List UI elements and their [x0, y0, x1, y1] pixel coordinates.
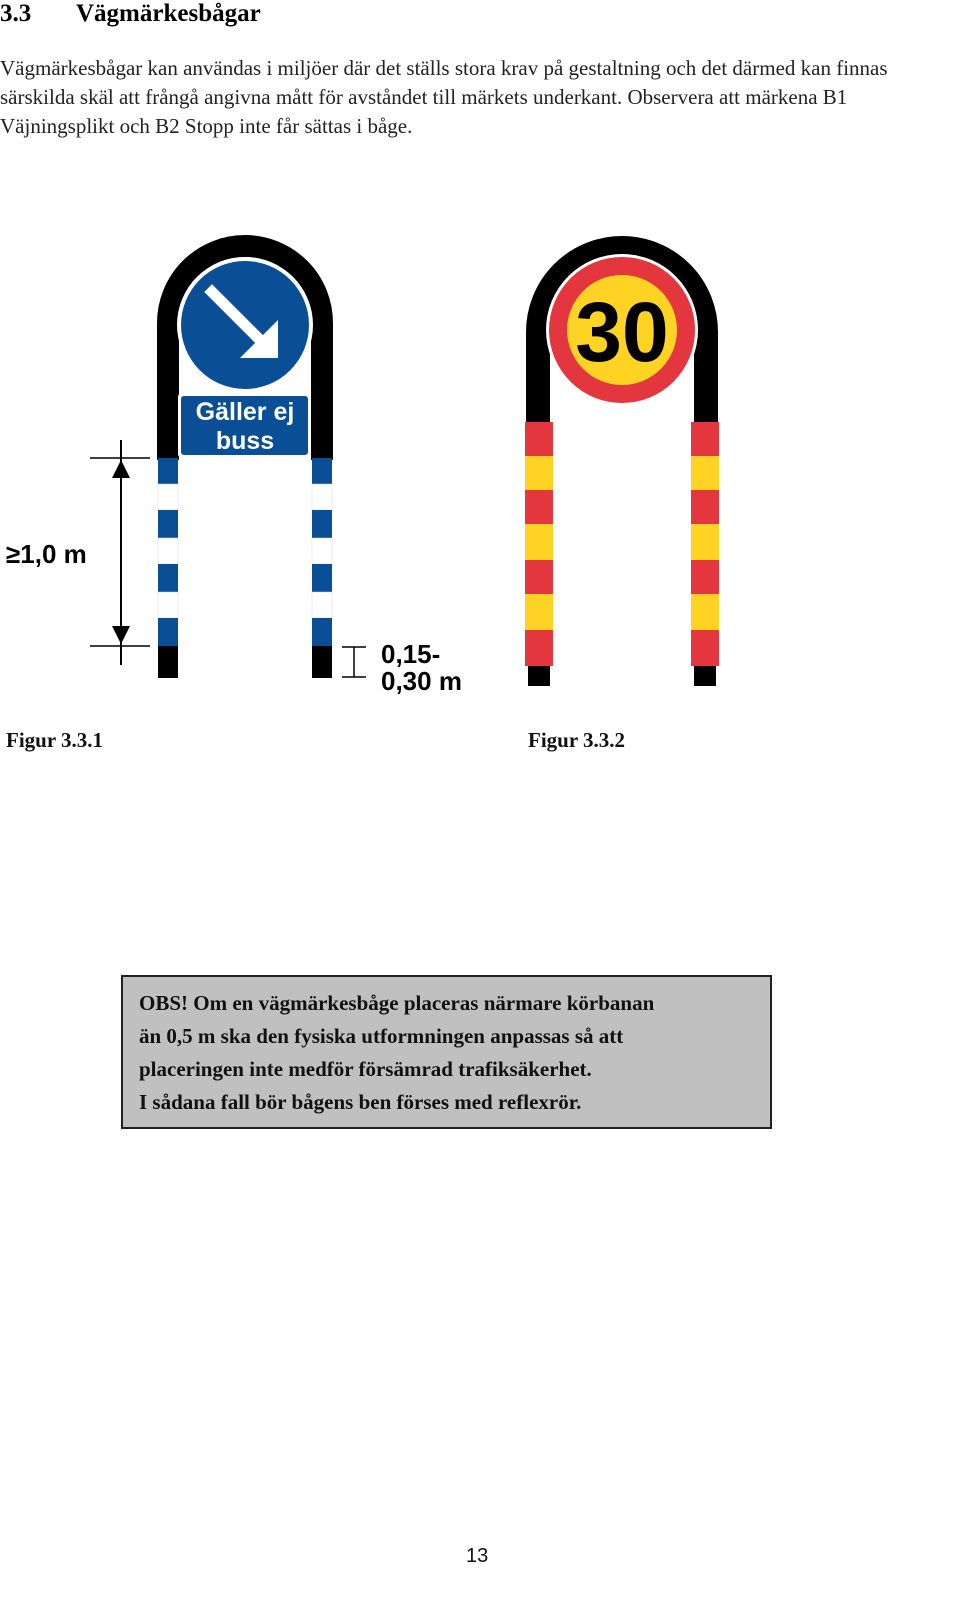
height-label: ≥1,0 m: [6, 539, 87, 569]
intro-paragraph: Vägmärkesbågar kan användas i miljöer där det ställs stora krav på gestaltning och det därmed kan finnas särskilda skäl att frångå angivna mått för avståndet till märkets underkant. Observera att märkena B1 Väjningsplikt och B2 Stopp inte får sättas i båge.: [0, 56, 888, 138]
supplementary-plate: [178, 393, 311, 458]
obs-line: än 0,5 m ska den fysiska utformningen anpassas så att: [139, 1024, 624, 1048]
figures-illustration: [0, 230, 960, 700]
clearance-label-line1: 0,15-: [381, 639, 441, 669]
speed-limit-value: 30: [575, 285, 669, 379]
obs-note-box: [121, 975, 772, 1129]
figure-1-caption: Figur 3.3.1: [6, 728, 104, 752]
page-number: 13: [466, 1545, 489, 1567]
section-heading: [0, 0, 261, 28]
arrow-up-icon: [112, 460, 130, 478]
figure-2-caption: Figur 3.3.2: [528, 728, 626, 752]
section-title: Vägmärkesbågar: [76, 0, 261, 27]
obs-line: OBS! Om en vägmärkesbåge placeras närmare körbanan: [139, 991, 655, 1015]
arrow-down-icon: [112, 626, 130, 644]
height-dimension: [6, 440, 150, 665]
obs-line: I sådana fall bör bågens ben förses med reflexrör.: [139, 1090, 582, 1114]
keep-right-sign: [177, 257, 313, 393]
clearance-label-line2: 0,30 m: [381, 666, 462, 696]
speed-limit-sign: [546, 254, 698, 406]
obs-line: placeringen inte medför försämrad trafiksäkerhet.: [139, 1057, 592, 1081]
clearance-dimension: [342, 639, 462, 696]
plate-text-line2: buss: [215, 427, 275, 455]
plate-text-line1: Gäller ej: [195, 398, 295, 426]
section-number: 3.3: [0, 0, 32, 27]
